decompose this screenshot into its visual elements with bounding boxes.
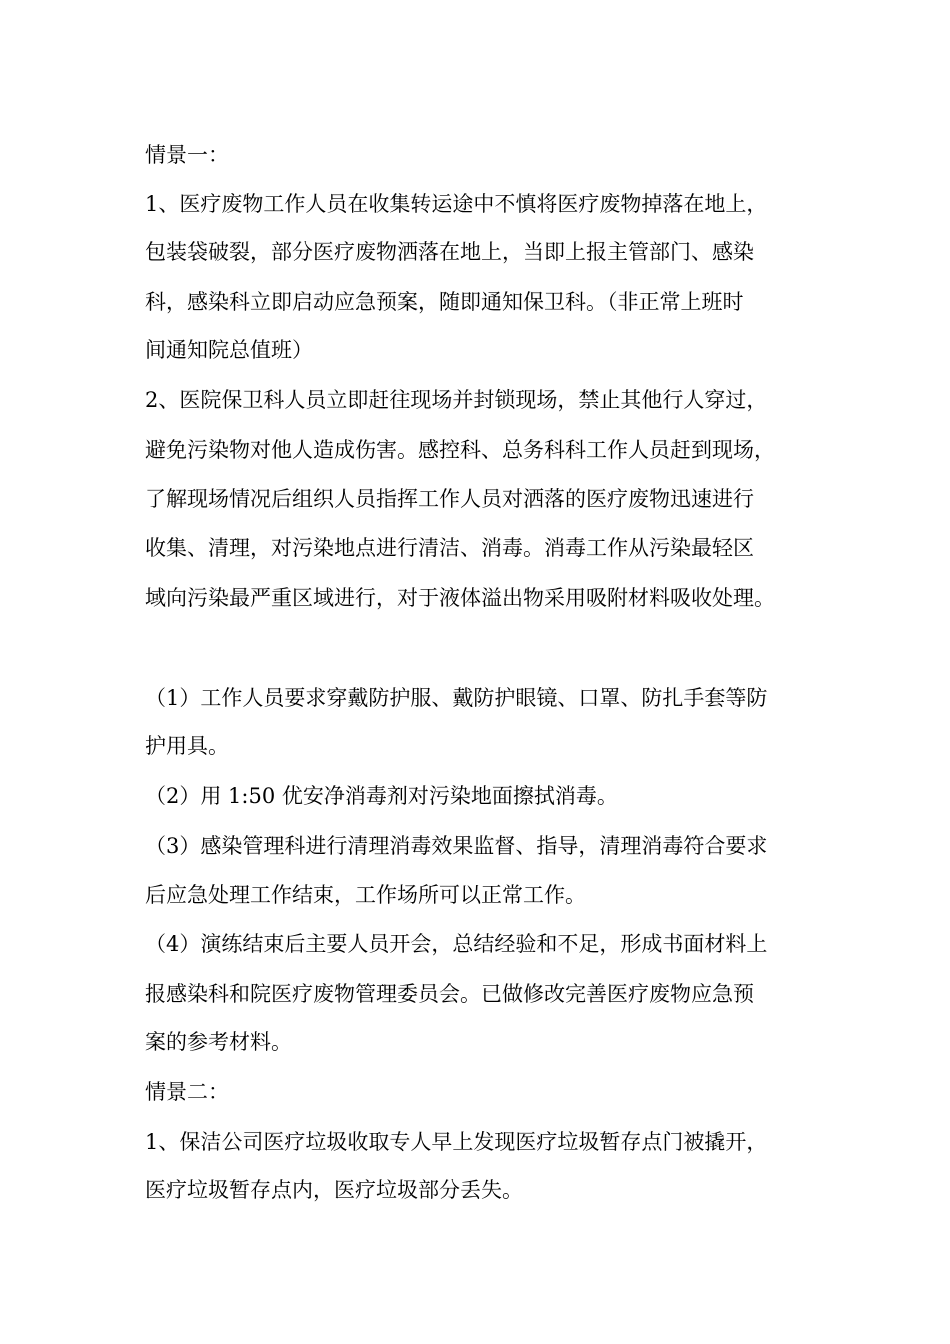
scenario-one-sub-4-line-1: （4）演练结束后主要人员开会，总结经验和不足，形成书面材料上 [145,932,768,956]
scenario-one-sub-1-line-2: 护用具。 [145,734,229,758]
scenario-one-item-1-line-4: 间通知院总值班） [145,338,313,362]
scenario-one-item-2-line-5: 域向污染最严重区域进行，对于液体溢出物采用吸附材料吸收处理。 [145,586,775,610]
scenario-two-item-1-line-2: 医疗垃圾暂存点内，医疗垃圾部分丢失。 [145,1178,523,1202]
scenario-one-item-1-line-2: 包装袋破裂，部分医疗废物洒落在地上，当即上报主管部门、感染 [145,240,754,264]
scenario-two-heading: 情景二： [145,1080,229,1104]
scenario-one-heading: 情景一： [145,143,229,167]
scenario-two-item-1-line-1: 1、保洁公司医疗垃圾收取专人早上发现医疗垃圾暂存点门被撬开， [145,1130,768,1154]
scenario-one-item-2-line-3: 了解现场情况后组织人员指挥工作人员对洒落的医疗废物迅速进行 [145,487,754,511]
scenario-one-item-2-line-2: 避免污染物对他人造成伤害。感控科、总务科科工作人员赶到现场， [145,438,775,462]
scenario-one-item-2-line-1: 2、医院保卫科人员立即赶往现场并封锁现场，禁止其他行人穿过， [145,388,768,412]
scenario-one-sub-1-line-1: （1）工作人员要求穿戴防护服、戴防护眼镜、口罩、防扎手套等防 [145,686,768,710]
scenario-one-item-2-line-4: 收集、清理，对污染地点进行清洁、消毒。消毒工作从污染最轻区 [145,536,754,560]
scenario-one-sub-4-line-2: 报感染科和院医疗废物管理委员会。已做修改完善医疗废物应急预 [145,982,754,1006]
scenario-one-item-1-line-1: 1、医疗废物工作人员在收集转运途中不慎将医疗废物掉落在地上， [145,192,768,216]
scenario-one-sub-3-line-2: 后应急处理工作结束，工作场所可以正常工作。 [145,883,586,907]
scenario-one-sub-2-line-1: （2）用 1:50 优安净消毒剂对污染地面擦拭消毒。 [145,784,618,808]
scenario-one-sub-3-line-1: （3）感染管理科进行清理消毒效果监督、指导，清理消毒符合要求 [145,834,768,858]
scenario-one-item-1-line-3: 科，感染科立即启动应急预案，随即通知保卫科。（非正常上班时 [145,290,744,314]
scenario-one-sub-4-line-3: 案的参考材料。 [145,1030,292,1054]
